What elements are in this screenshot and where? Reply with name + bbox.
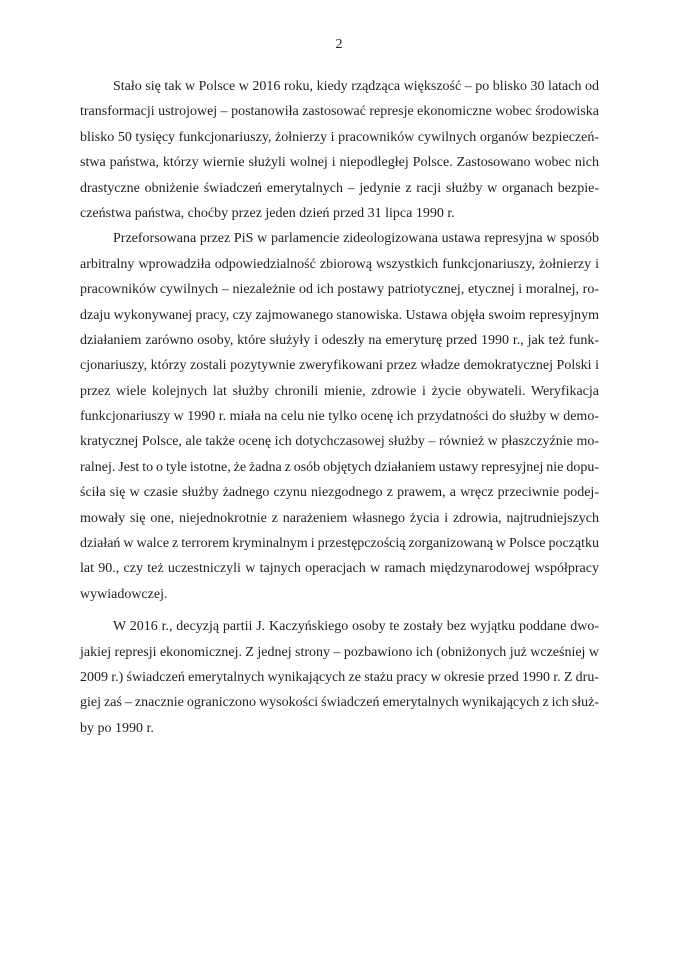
text-line: by po 1990 r. [80, 720, 154, 736]
text-line: transformacji ustrojowej – postanowiła zastosować represje ekonomiczne wobec środowiska [80, 104, 599, 120]
paragraph-2 [80, 226, 599, 607]
text-line: przez wiele kolejnych lat służby chronili mienie, zdrowie i życie obywateli. Weryfikacja [80, 383, 599, 399]
text-line: ściła się w czasie służby żadnego czynu niezgodnego z prawem, a wręcz przeciwnie podej- [80, 485, 599, 501]
text-line: funkcjonariuszy w 1990 r. miała na celu nie tylko ocenę ich przydatności do służby w demo- [80, 409, 599, 425]
text-line: 2009 r.) świadczeń emerytalnych wynikających ze stażu pracy w okresie przed 1990 r. Z dru- [80, 669, 599, 685]
text-line: W 2016 r., decyzją partii J. Kaczyńskiego osoby te zostały bez wyjątku poddane dwo- [113, 619, 599, 635]
document-body [80, 74, 599, 741]
page-number: 2 [335, 37, 343, 52]
text-line: mowały się one, niejednokrotnie z narażeniem własnego życia i zdrowia, najtrudniejszych [80, 510, 599, 526]
text-line: działań w walce z terrorem kryminalnym i przestępczością zorganizowaną w Polsce początku [80, 536, 599, 552]
text-line: arbitralny wprowadziła odpowiedzialność zbiorową wszystkich funkcjonariuszy, żołnierzy i [80, 256, 599, 272]
text-line: pracowników cywilnych – niezależnie od ich postawy patriotycznej, etycznej i moralnej, ro- [80, 282, 599, 298]
paragraph-1 [80, 74, 599, 226]
text-line: działaniem zarówno osoby, które służyły i odeszły na emeryturę przed 1990 r., jak też funk- [80, 332, 599, 348]
text-line: giej zaś – znacznie ograniczono wysokości świadczeń emerytalnych wynikających z ich służ- [80, 695, 599, 711]
text-line: Przeforsowana przez PiS w parlamencie zideologizowana ustawa represyjna w sposób [113, 231, 599, 247]
text-line: lat 90., czy też uczestniczyli w tajnych operacjach w ramach międzynarodowej współpracy [80, 561, 599, 577]
text-line: Stało się tak w Polsce w 2016 roku, kiedy rządząca większość – po blisko 30 latach od [113, 79, 599, 94]
text-line: drastyczne obniżenie świadczeń emerytalnych – jedynie z racji służby w organach bezpie- [80, 180, 599, 196]
text-line: kratycznej Polsce, ale także ocenę ich dotychczasowej służby – również w płaszczyźnie mo- [80, 434, 599, 450]
text-line: wywiadowczej. [80, 586, 168, 602]
text-line: jakiej represji ekonomicznej. Z jednej strony – pozbawiono ich (obniżonych już wcześniej w [80, 644, 599, 660]
text-line: dzaju wykonywanej pracy, czy zajmowanego stanowiska. Ustawa objęła swoim represyjnym [80, 307, 599, 323]
text-line: czeństwa państwa, choćby przez jeden dzień przed 31 lipca 1990 r. [80, 205, 455, 221]
text-line: ralnej. Jest to o tyle istotne, że żadna z osób objętych działaniem ustawy represyjnej nie dopu- [80, 459, 599, 475]
text-line: stwa państwa, którzy wiernie służyli wolnej i niepodległej Polsce. Zastosowano wobec nich [80, 155, 599, 171]
text-line: blisko 50 tysięcy funkcjonariuszy, żołnierzy i pracowników cywilnych organów bezpieczeń- [80, 129, 599, 145]
paragraph-3 [80, 614, 599, 741]
text-line: cjonariuszy, którzy zostali pozytywnie zweryfikowani przez władze demokratycznej Polski i [80, 358, 599, 374]
